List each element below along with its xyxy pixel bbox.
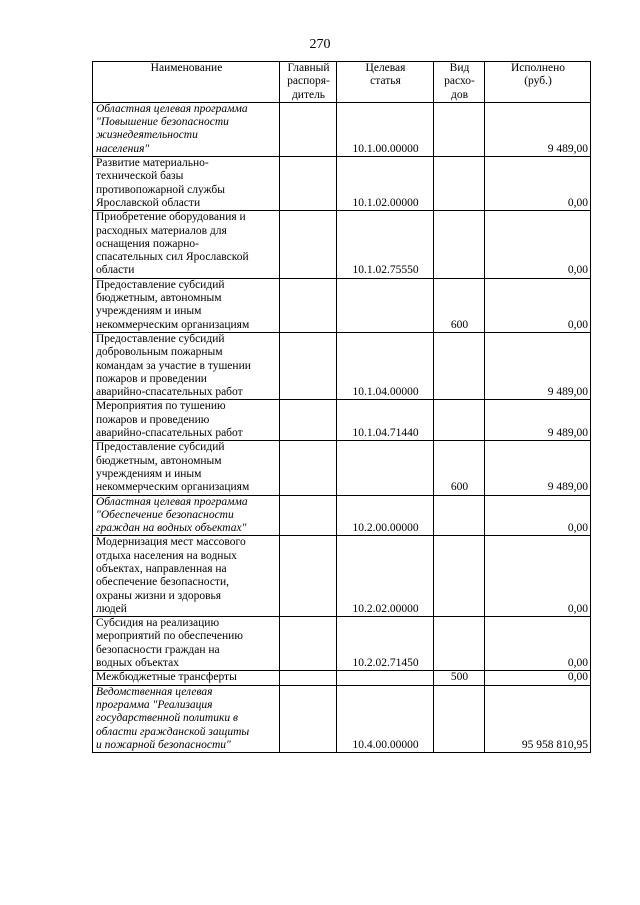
cell-name-line: некоммерческим организациям [96, 481, 250, 494]
cell-manager [280, 400, 337, 441]
cell-name-line: Мероприятия по тушению [96, 400, 226, 413]
header-expense-type [434, 62, 485, 103]
cell-name-line: программа "Реализация [96, 698, 213, 711]
cell-name-line: технической базы [96, 170, 184, 183]
cell-manager [280, 102, 337, 156]
table-row [93, 102, 591, 156]
cell-name-line: области гражданской защиты [96, 725, 250, 738]
cell-name [93, 495, 280, 536]
cell-name [93, 211, 280, 278]
cell-name [93, 332, 280, 399]
table-body [93, 102, 591, 752]
cell-target-code: 10.2.00.00000 [337, 495, 434, 536]
budget-execution-table [92, 61, 591, 753]
cell-name-line: "Повышение безопасности [96, 116, 229, 129]
header-executed-line: Исполнено [510, 62, 566, 74]
header-name-label: Наименование [150, 62, 223, 74]
table-row [93, 495, 591, 536]
cell-executed-amount: 0,00 [485, 278, 591, 332]
cell-executed-amount: 9 489,00 [485, 400, 591, 441]
cell-manager [280, 685, 337, 752]
table-row [93, 617, 591, 671]
cell-executed-amount: 95 958 810,95 [485, 685, 591, 752]
cell-target-code [337, 671, 434, 685]
cell-manager [280, 332, 337, 399]
cell-name-line: учреждениям и иным [96, 305, 202, 318]
table-row [93, 441, 591, 495]
cell-name-line: бюджетным, автономным [96, 454, 222, 467]
cell-name-line: охраны жизни и здоровья [96, 589, 222, 602]
cell-expense-type: 600 [434, 441, 485, 495]
cell-manager [280, 495, 337, 536]
cell-name-line: "Обеспечение безопасности [96, 508, 234, 521]
cell-target-code: 10.2.02.71450 [337, 617, 434, 671]
header-target-line: Целевая [365, 62, 406, 74]
cell-name-line: спасательных сил Ярославской [96, 251, 249, 264]
cell-target-code: 10.1.02.00000 [337, 157, 434, 211]
cell-executed-amount: 9 489,00 [485, 441, 591, 495]
table-row [93, 332, 591, 399]
cell-expense-type [434, 495, 485, 536]
cell-name [93, 617, 280, 671]
cell-name-line: Субсидия на реализацию [96, 617, 220, 630]
header-executed-line: (руб.) [524, 75, 552, 88]
header-expense-type-line: дов [450, 88, 469, 101]
cell-name-line: расходных материалов для [96, 224, 227, 237]
header-manager-line: распоря- [287, 75, 330, 88]
cell-name-line: Областная целевая программа [96, 102, 248, 115]
cell-executed-amount: 0,00 [485, 211, 591, 278]
cell-name-line: учреждениям и иным [96, 467, 202, 480]
cell-expense-type [434, 157, 485, 211]
cell-manager [280, 536, 337, 617]
header-target [337, 62, 434, 103]
cell-target-code: 10.4.00.00000 [337, 685, 434, 752]
cell-name-line: аварийно-спасательных работ [96, 386, 243, 399]
cell-name-line: области [96, 264, 135, 277]
cell-target-code: 10.1.04.71440 [337, 400, 434, 441]
cell-name-line: пожаров и проведению [96, 413, 210, 426]
cell-executed-amount: 0,00 [485, 671, 591, 685]
cell-name-line: Ведомственная целевая [96, 685, 213, 698]
table-row [93, 278, 591, 332]
page-number: 270 [309, 37, 331, 52]
cell-expense-type [434, 536, 485, 617]
cell-manager [280, 157, 337, 211]
cell-name-line: Предоставление субсидий [96, 441, 225, 454]
cell-name-line: аварийно-спасательных работ [96, 427, 243, 440]
cell-name [93, 157, 280, 211]
cell-name-line: Областная целевая программа [96, 495, 248, 508]
header-executed [485, 62, 591, 103]
cell-name-line: Модернизация мест массового [96, 536, 246, 549]
table-row [93, 157, 591, 211]
cell-name-line: оснащения пожарно- [96, 237, 199, 250]
table-row [93, 671, 591, 685]
cell-manager [280, 211, 337, 278]
cell-name-line: обеспечение безопасности, [96, 576, 229, 589]
cell-name-line: бюджетным, автономным [96, 292, 222, 305]
cell-name-line: людей [96, 602, 127, 615]
cell-name-line: отдыха населения на водных [96, 549, 237, 562]
cell-executed-amount: 0,00 [485, 536, 591, 617]
cell-expense-type: 500 [434, 671, 485, 685]
cell-name-line: Развитие материально- [96, 157, 209, 170]
cell-target-code [337, 441, 434, 495]
cell-expense-type [434, 332, 485, 399]
cell-name-line: пожаров и проведении [96, 372, 207, 385]
cell-executed-amount: 9 489,00 [485, 102, 591, 156]
cell-name-line: Ярославской области [96, 196, 201, 209]
header-name [93, 62, 280, 103]
header-target-line: статья [370, 75, 401, 88]
cell-name [93, 278, 280, 332]
header-expense-type-line: Вид [449, 62, 470, 74]
cell-name [93, 400, 280, 441]
cell-executed-amount: 0,00 [485, 157, 591, 211]
table-row [93, 536, 591, 617]
table-row [93, 685, 591, 752]
cell-name-line: противопожарной службы [96, 183, 225, 196]
cell-name [93, 685, 280, 752]
cell-manager [280, 278, 337, 332]
cell-name-line: Предоставление субсидий [96, 332, 225, 345]
cell-name-line: мероприятий по обеспечению [96, 630, 243, 643]
cell-name-line: граждан на водных объектах" [96, 522, 247, 535]
cell-name [93, 102, 280, 156]
cell-executed-amount: 0,00 [485, 495, 591, 536]
cell-name-line: государственной политики в [96, 712, 238, 725]
cell-executed-amount: 0,00 [485, 617, 591, 671]
cell-name [93, 671, 280, 685]
cell-name-line: Предоставление субсидий [96, 278, 225, 291]
cell-name-line: безопасности граждан на [96, 643, 220, 656]
header-expense-type-line: расхо- [444, 75, 475, 88]
cell-name-line: добровольным пожарным [96, 346, 223, 359]
cell-target-code: 10.2.02.00000 [337, 536, 434, 617]
cell-name-line: и пожарной безопасности" [96, 738, 231, 751]
cell-manager [280, 441, 337, 495]
cell-name-line: водных объектах [96, 657, 179, 670]
header-manager-line: дитель [291, 88, 326, 101]
cell-expense-type: 600 [434, 278, 485, 332]
cell-executed-amount: 9 489,00 [485, 332, 591, 399]
cell-name-line: командам за участие в тушении [96, 359, 251, 372]
cell-target-code [337, 278, 434, 332]
cell-name-line: населения" [96, 142, 150, 155]
cell-expense-type [434, 617, 485, 671]
cell-manager [280, 617, 337, 671]
cell-name-line: некоммерческим организациям [96, 318, 250, 331]
cell-target-code: 10.1.04.00000 [337, 332, 434, 399]
cell-manager [280, 671, 337, 685]
table-row [93, 400, 591, 441]
cell-name-line: жизнедеятельности [96, 129, 198, 142]
cell-name-line: объектах, направленная на [96, 562, 227, 575]
header-manager [280, 62, 337, 103]
cell-expense-type [434, 102, 485, 156]
cell-expense-type [434, 400, 485, 441]
cell-target-code: 10.1.00.00000 [337, 102, 434, 156]
cell-name-line: Межбюджетные трансферты [96, 671, 237, 684]
header-manager-line: Главный [287, 62, 330, 74]
cell-expense-type [434, 211, 485, 278]
cell-name [93, 536, 280, 617]
table-header-row [93, 62, 591, 103]
cell-target-code: 10.1.02.75550 [337, 211, 434, 278]
cell-expense-type [434, 685, 485, 752]
cell-name [93, 441, 280, 495]
cell-name-line: Приобретение оборудования и [96, 211, 246, 224]
table-row [93, 211, 591, 278]
